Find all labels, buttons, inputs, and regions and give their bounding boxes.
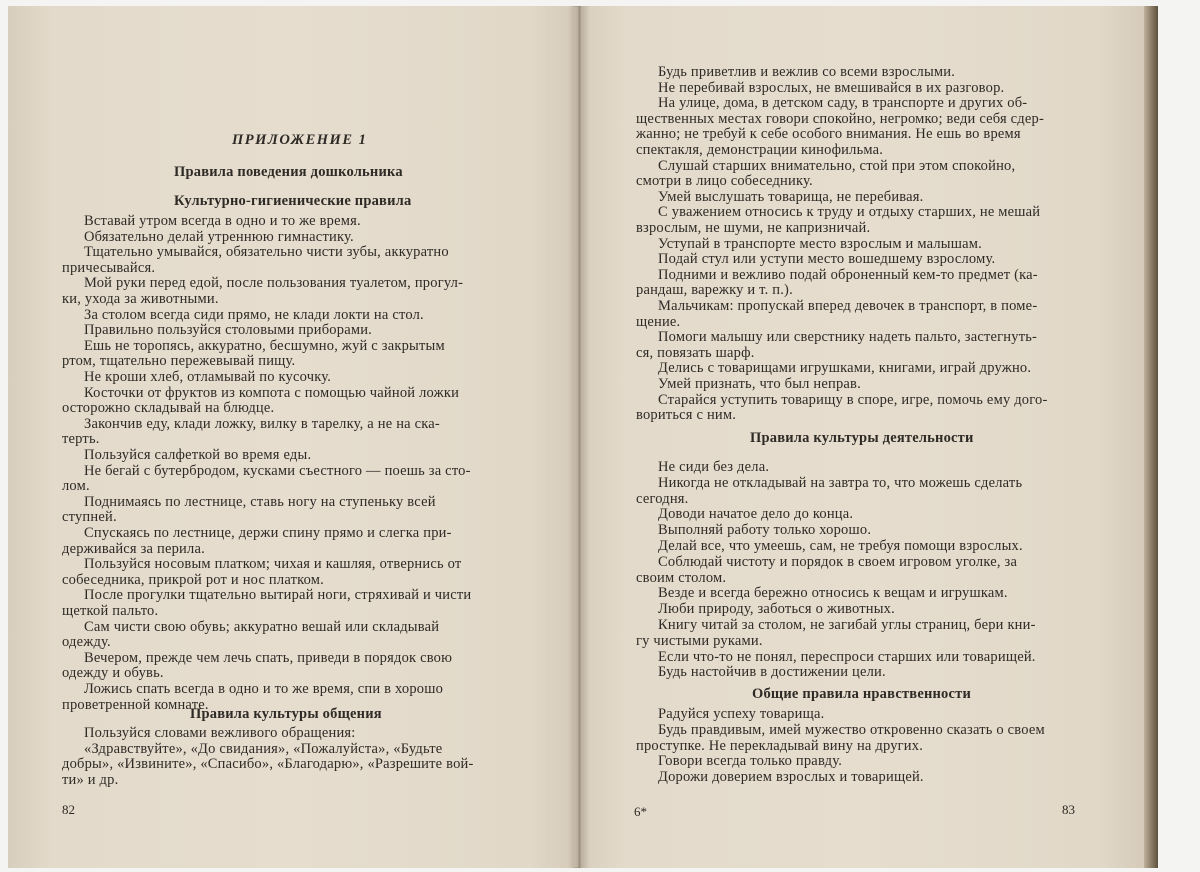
text-line: Люби природу, заботься о животных. [658, 601, 895, 618]
text-line: гу чистыми руками. [636, 632, 763, 649]
text-line: Пользуйся носовым платком; чихая и кашляя, отвернись от [84, 556, 462, 573]
text-line: Не бегай с бутербродом, кусками съестного — поешь за сто- [84, 462, 471, 479]
text-line: терть. [62, 431, 100, 448]
text-line: ки, ухода за животными. [62, 291, 219, 307]
text-line: Никогда не откладывай на завтра то, что можешь сделать [658, 474, 1023, 491]
text-line: Делись с товарищами игрушками, книгами, играй дружно. [658, 360, 1032, 377]
section-title-morality: Общие правила нравственности [752, 686, 972, 702]
text-line: Дорожи доверием взрослых и товарищей. [658, 769, 924, 786]
text-line: Слушай старших внимательно, стой при этом спокойно, [658, 157, 1016, 174]
text-line: Мой руки перед едой, после пользования туалетом, прогул- [84, 275, 464, 292]
text-line: своим столом. [636, 569, 727, 586]
text-line: Соблюдай чистоту и порядок в своем игровом уголке, за [658, 553, 1018, 570]
text-line: Будь приветлив и вежлив со всеми взрослыми. [658, 64, 956, 80]
text-line: Пользуйся салфеткой во время еды. [84, 447, 312, 463]
text-line: держивайся за перила. [62, 540, 205, 557]
text-line: ртом, тщательно пережевывай пищу. [62, 353, 296, 370]
text-line: вориться с ним. [636, 407, 737, 424]
text-line: Спускаясь по лестнице, держи спину прямо и слегка при- [84, 525, 452, 541]
text-line: Радуйся успеху товарища. [658, 706, 825, 722]
text-line: жанно; не требуй к себе особого внимания. Не ешь во время [636, 126, 1021, 143]
text-line: Везде и всегда бережно относись к вещам и игрушкам. [658, 585, 1008, 602]
text-line: С уважением относись к труду и отдыху старших, не мешай [658, 204, 1041, 221]
text-line: сегодня. [636, 490, 689, 507]
text-line: Обязательно делай утреннюю гимнастику. [84, 228, 354, 245]
text-line: Не перебивай взрослых, не вмешивайся в их разговор. [658, 79, 1005, 96]
text-line: смотри в лицо собеседнику. [636, 173, 813, 190]
text-line: щественных местах говори спокойно, негромко; веди себя сдер- [636, 110, 1045, 127]
text-line: взрослым, не шуми, не капризничай. [636, 220, 871, 236]
text-line: рандаш, варежку и т. п.). [636, 282, 793, 299]
text-line: Умей выслушать товарища, не перебивая. [658, 188, 924, 205]
text-line: Правильно пользуйся столовыми приборами. [84, 322, 372, 339]
text-line: Делай все, что умеешь, сам, не требуя помощи взрослых. [658, 538, 1023, 554]
main-title: Правила поведения дошкольника [174, 164, 403, 180]
text-line: ступней. [62, 509, 117, 526]
text-line: Умей признать, что был неправ. [658, 376, 861, 392]
text-line: На улице, дома, в детском саду, в транспорте и других об- [658, 95, 1028, 112]
signature-mark: 6* [634, 804, 647, 819]
text-line: Вставай утром всегда в одно и то же время. [84, 213, 361, 229]
text-line: Книгу читай за столом, не загибай углы страниц, бери кни- [658, 617, 1036, 633]
text-line: После прогулки тщательно вытирай ноги, стряхивай и чисти [84, 587, 472, 604]
text-line: Поднимаясь по лестнице, ставь ногу на ступеньку всей [84, 493, 436, 510]
text-line: Мальчикам: пропускай вперед девочек в транспорт, в поме- [658, 298, 1038, 314]
appendix-title: ПРИЛОЖЕНИЕ 1 [232, 132, 368, 148]
text-line: осторожно складывай на блюдце. [62, 400, 275, 417]
text-line: Не кроши хлеб, отламывай по кусочку. [84, 369, 332, 385]
text-line: Не сиди без дела. [658, 459, 770, 475]
text-line: Старайся уступить товарищу в споре, игре, помочь ему дого- [658, 391, 1048, 408]
text-line: Будь правдивым, имей мужество откровенно сказать о своем [658, 721, 1045, 738]
text-line: Помоги малышу или сверстнику надеть пальто, застегнуть- [658, 329, 1038, 346]
section-title-hygiene: Культурно-гигиенические правила [174, 193, 412, 209]
text-line: Пользуйся словами вежливого обращения: [84, 725, 356, 741]
text-line: Подними и вежливо подай оброненный кем-то предмет (ка- [658, 266, 1038, 283]
section-title-activity: Правила культуры деятельности [750, 430, 974, 446]
text-line: щеткой пальто. [62, 603, 159, 619]
text-line: «Здравствуйте», «До свидания», «Пожалуйста», «Будьте [84, 740, 443, 757]
text-line: спектакля, демонстрации кинофильма. [636, 142, 884, 158]
text-line: Если что-то не понял, переспроси старших или товарищей. [658, 648, 1036, 665]
text-line: Говори всегда только правду. [658, 753, 843, 770]
text-line: добры», «Извините», «Спасибо», «Благодарю», «Разрешите вой- [62, 756, 474, 773]
text-line: Ешь не торопясь, аккуратно, бесшумно, жуй с закрытым [84, 337, 445, 354]
text-line: Закончив еду, клади ложку, вилку в тарелку, а не на ска- [84, 415, 440, 432]
text-line: ся, повязать шарф. [636, 344, 755, 361]
text-line: Уступай в транспорте место взрослым и малышам. [658, 235, 982, 252]
text-line: Сам чисти свою обувь; аккуратно вешай или складывай [84, 618, 440, 635]
page-number-right: 83 [1062, 802, 1075, 817]
book-gutter [568, 6, 590, 868]
text-line: собеседника, прикрой рот и нос платком. [62, 571, 324, 588]
text-line: проступке. Не перекладывай вину на других. [636, 737, 924, 754]
text-line: Выполняй работу только хорошо. [658, 522, 872, 539]
text-line: Подай стул или уступи место вошедшему взрослому. [658, 251, 996, 268]
text-line: Косточки от фруктов из компота с помощью чайной ложки [84, 384, 460, 401]
text-line: причесывайся. [62, 259, 156, 276]
section-title-communication: Правила культуры общения [190, 706, 382, 722]
page-number-left: 82 [62, 802, 75, 817]
text-line: щение. [636, 313, 681, 330]
text-line: Будь настойчив в достижении цели. [658, 664, 886, 681]
text-line: Тщательно умывайся, обязательно чисти зубы, аккуратно [84, 244, 449, 261]
text-line: одежду. [62, 634, 111, 651]
text-line: Ложись спать всегда в одно и то же время, спи в хорошо [84, 681, 444, 697]
text-line: проветренной комнате. [62, 696, 209, 713]
text-line: ти» и др. [62, 771, 119, 788]
page-edge [1144, 6, 1158, 868]
text-line: Вечером, прежде чем лечь спать, приведи в порядок свою [84, 649, 453, 666]
text-line: За столом всегда сиди прямо, не клади локти на стол. [84, 306, 424, 323]
text-line: одежду и обувь. [62, 665, 164, 682]
text-line: Доводи начатое дело до конца. [658, 506, 854, 523]
text-line: лом. [62, 478, 90, 495]
